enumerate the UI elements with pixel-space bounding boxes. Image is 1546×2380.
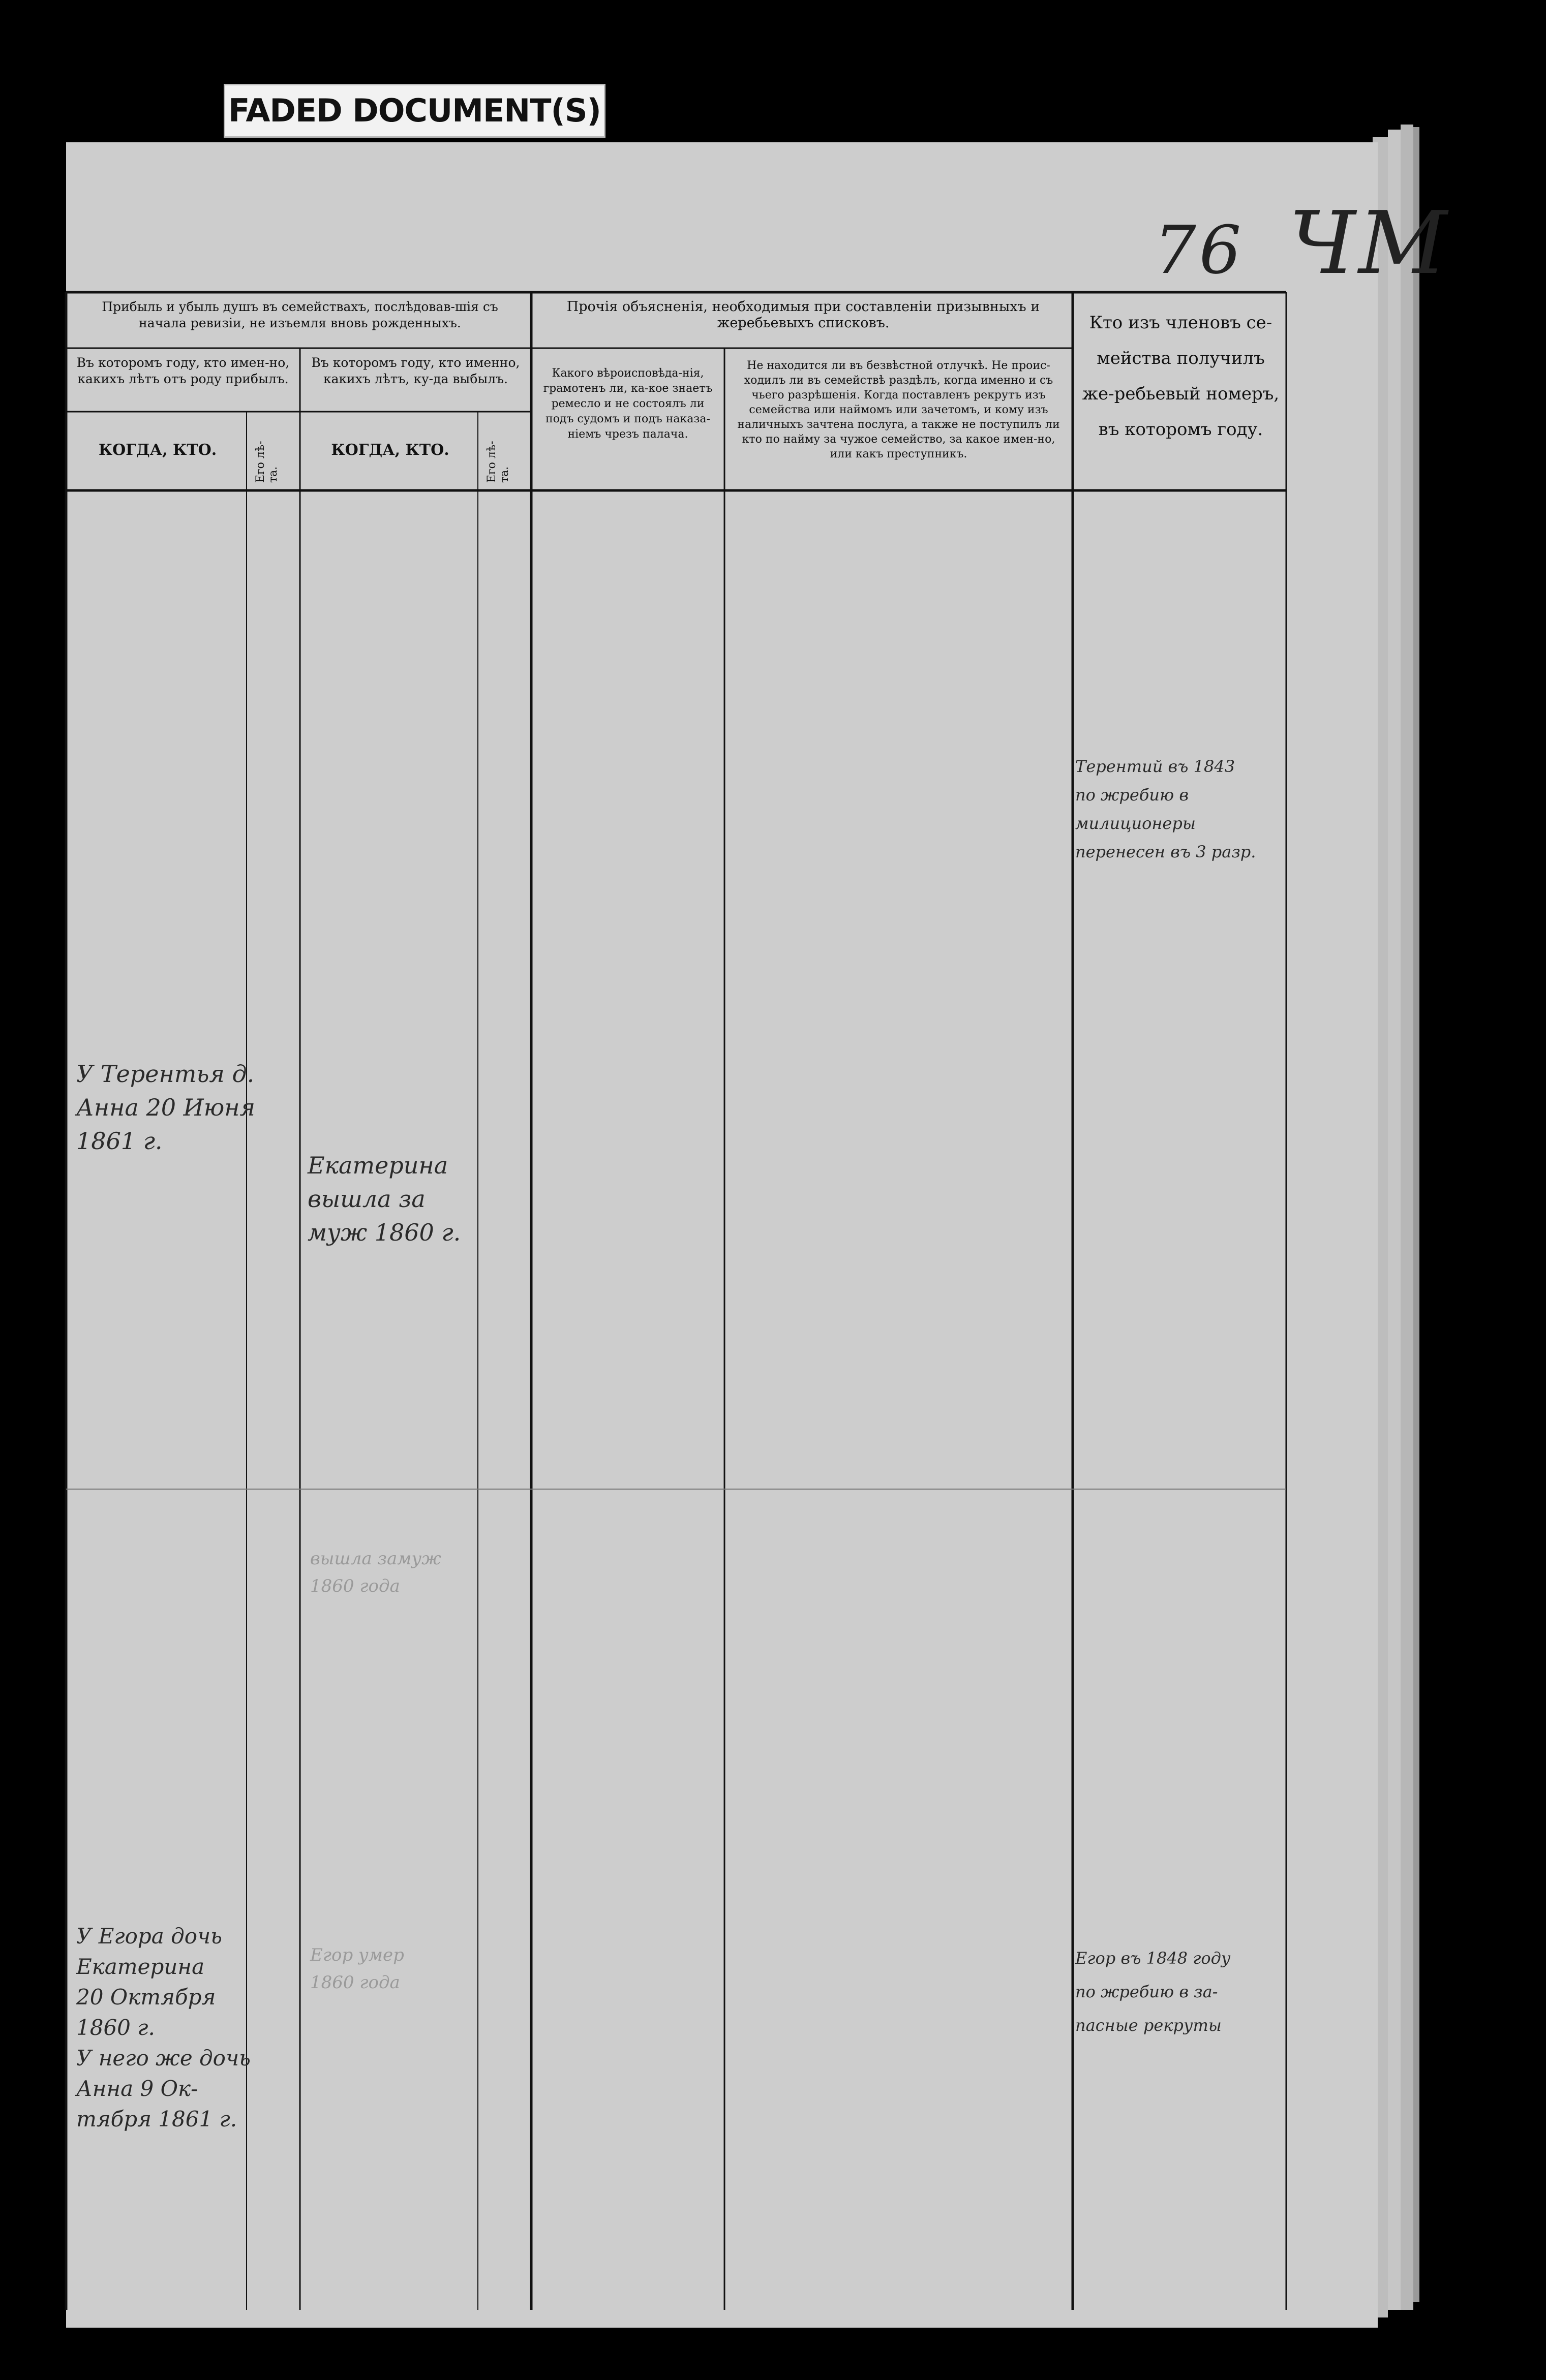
header-absence: Не находится ли въ безвѣстной отлучкѣ. Не проис-ходилъ ли въ семействѣ раздѣлъ, когда именно и съ чьего разрѣшенія. Когда поставленъ рекрутъ изъ семейства или наймомъ или зачетомъ, и кому изъ наличныхъ зачтена послуга, а также не поступилъ ли кто по найму за чужое семейство, за какое имен-но, или какъ преступникъ.	[737, 359, 1060, 460]
page-number-value: 76	[1154, 211, 1245, 289]
lottery-entry-1: Терентий въ 1843 по жребию в милиционеры перенесен въ 3 разр.	[1075, 757, 1256, 861]
header-population-change: Прибыль и убыль душъ въ семействахъ, послѣдовав-шія съ начала ревизіи, не изъемля вновь рожденныхъ.	[102, 299, 498, 330]
header-when-who-loss: КОГДА, КТО.	[331, 441, 449, 459]
gain-entry-2: У Егора дочь Екатерина 20 Октября 1860 г. У него же дочь Анна 9 Ок- тября 1861 г.	[76, 1924, 251, 2131]
gain-entry-1: У Терентья д. Анна 20 Июня 1861 г.	[76, 1060, 256, 1155]
header-age-loss: Его лѣ-та.	[486, 441, 511, 483]
header-religion: Какого вѣроисповѣда-нія, грамотенъ ли, ка-кое знаетъ ремесло и не состоялъ ли подъ судомъ и подъ наказа-ніемъ чрезъ палача.	[543, 367, 713, 441]
header-lottery: Кто изъ членовъ се-мейства получилъ же-ребьевый номеръ, въ которомъ году.	[1082, 313, 1280, 440]
faded-document-label: FADED DOCUMENT(S)	[224, 84, 605, 138]
header-other-notes: Прочія объясненія, необходимыя при составленіи призывныхъ и жеребьевыхъ списковъ.	[566, 299, 1040, 331]
loss-faint-entry-2: Егор умер 1860 года	[310, 1945, 404, 1993]
loss-faint-entry-1: вышла замуж 1860 года	[310, 1549, 441, 1596]
header-when-who-gain: КОГДА, КТО.	[98, 441, 217, 459]
page-mark: ЧМ	[1288, 193, 1450, 294]
header-gain: Въ которомъ году, кто имен-но, какихъ лѣтъ отъ роду прибылъ.	[76, 355, 290, 386]
loss-entry-1: Екатерина вышла за муж 1860 г.	[308, 1152, 461, 1246]
lottery-entry-2: Егор въ 1848 году по жребию в за- пасные рекруты	[1075, 1949, 1231, 2035]
header-age-gain: Его лѣ-та.	[254, 441, 280, 483]
header-loss: Въ которомъ году, кто именно, какихъ лѣтъ, ку-да выбылъ.	[311, 355, 520, 386]
